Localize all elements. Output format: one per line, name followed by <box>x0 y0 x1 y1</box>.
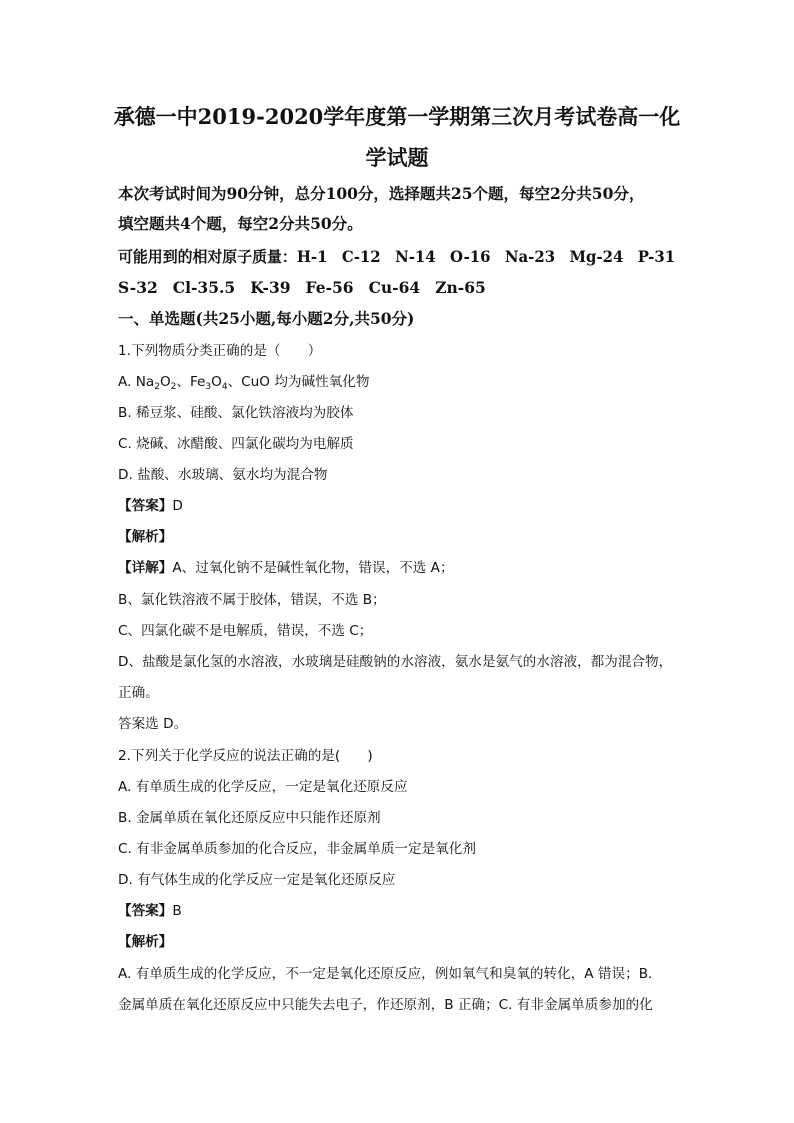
atomic-mass-item: H-1 <box>296 247 328 266</box>
answer-label: 【答案】 <box>118 903 173 919</box>
section-heading: 一、单选题(共25小题,每小题2分,共50分) <box>118 309 415 328</box>
atomic-mass-item: P-31 <box>637 247 676 266</box>
answer-value: B <box>172 903 182 919</box>
question-1-option-d: D. 盐酸、水玻璃、氨水均为混合物 <box>118 467 328 483</box>
question-1-detail-c: C、四氯化碳不是电解质，错误，不选 C； <box>118 623 373 639</box>
question-1-detail-a: 【详解】A、过氧化钠不是碱性氧化物，错误，不选 A； <box>118 560 454 576</box>
detail-label: 【详解】 <box>118 560 173 576</box>
atomic-mass-item: Cl-35.5 <box>172 278 236 297</box>
atomic-mass-item: K-39 <box>250 278 291 297</box>
question-2-analysis-label: 【解析】 <box>118 934 173 950</box>
atomic-mass-item: Cu-64 <box>368 278 421 297</box>
atomic-mass-item: O-16 <box>450 247 491 266</box>
atomic-mass-row-1 <box>118 249 690 265</box>
atomic-mass-label: 可能用到的相对原子质量： <box>118 247 297 266</box>
atomic-mass-item: Fe-56 <box>305 278 354 297</box>
question-1-option-c: C. 烧碱、冰醋酸、四氯化碳均为电解质 <box>118 436 354 452</box>
question-1-answer <box>118 500 183 514</box>
atomic-mass-item: Zn-65 <box>435 278 486 297</box>
question-2-analysis-line-1: A. 有单质生成的化学反应，不一定是氧化还原反应，例如氧气和臭氧的转化，A 错误；B. <box>118 966 653 982</box>
question-2-option-a: A. 有单质生成的化学反应，一定是氧化还原反应 <box>118 779 408 795</box>
atomic-mass-item: C-12 <box>341 247 381 266</box>
question-2-answer <box>118 905 182 919</box>
atomic-mass-item: Na-23 <box>504 247 556 266</box>
question-2-stem: 2.下列关于化学反应的说法正确的是( ) <box>118 748 373 764</box>
question-1-option-b: B. 稀豆浆、硅酸、氯化铁溶液均为胶体 <box>118 405 354 421</box>
question-2-option-c: C. 有非金属单质参加的化合反应，非金属单质一定是氧化剂 <box>118 841 476 857</box>
answer-label: 【答案】 <box>118 498 173 514</box>
question-2-option-d: D. 有气体生成的化学反应一定是氧化还原反应 <box>118 872 396 888</box>
atomic-mass-item: N-14 <box>395 247 436 266</box>
atomic-mass-row-2 <box>118 280 501 296</box>
atomic-mass-item: S-32 <box>118 278 158 297</box>
question-1-stem: 1.下列物质分类正确的是（ ） <box>118 343 322 359</box>
question-1-conclusion: 答案选 D。 <box>118 716 188 732</box>
question-1-detail-b: B、氯化铁溶液不属于胶体，错误，不选 B； <box>118 592 386 608</box>
atomic-mass-item: Mg-24 <box>569 247 624 266</box>
question-1-detail-d-cont: 正确。 <box>118 685 159 701</box>
exam-intro-line-2: 填空题共4个题，每空2分共50分。 <box>118 214 363 233</box>
question-1-analysis-label: 【解析】 <box>118 529 173 545</box>
answer-value: D <box>172 498 183 514</box>
question-1-option-a: A. $Na_2O_2$、$Fe_3O_4$、CuO 均为碱性氧化物 <box>118 374 370 392</box>
question-2-option-b: B. 金属单质在氧化还原反应中只能作还原剂 <box>118 810 381 826</box>
document-title-line-1: 承德一中2019-2020学年度第一学期第三次月考试卷高一化 <box>113 104 681 129</box>
question-2-analysis-line-2: 金属单质在氧化还原反应中只能失去电子，作还原剂，B 正确；C. 有非金属单质参加的化 <box>118 997 653 1013</box>
document-title-line-2: 学试题 <box>365 145 429 170</box>
exam-intro-line-1: 本次考试时间为90分钟，总分100分，选择题共25个题，每空2分共50分， <box>118 184 645 203</box>
question-1-detail-d: D、盐酸是氯化氢的水溶液，水玻璃是硅酸钠的水溶液，氨水是氨气的水溶液，都为混合物， <box>118 654 673 670</box>
